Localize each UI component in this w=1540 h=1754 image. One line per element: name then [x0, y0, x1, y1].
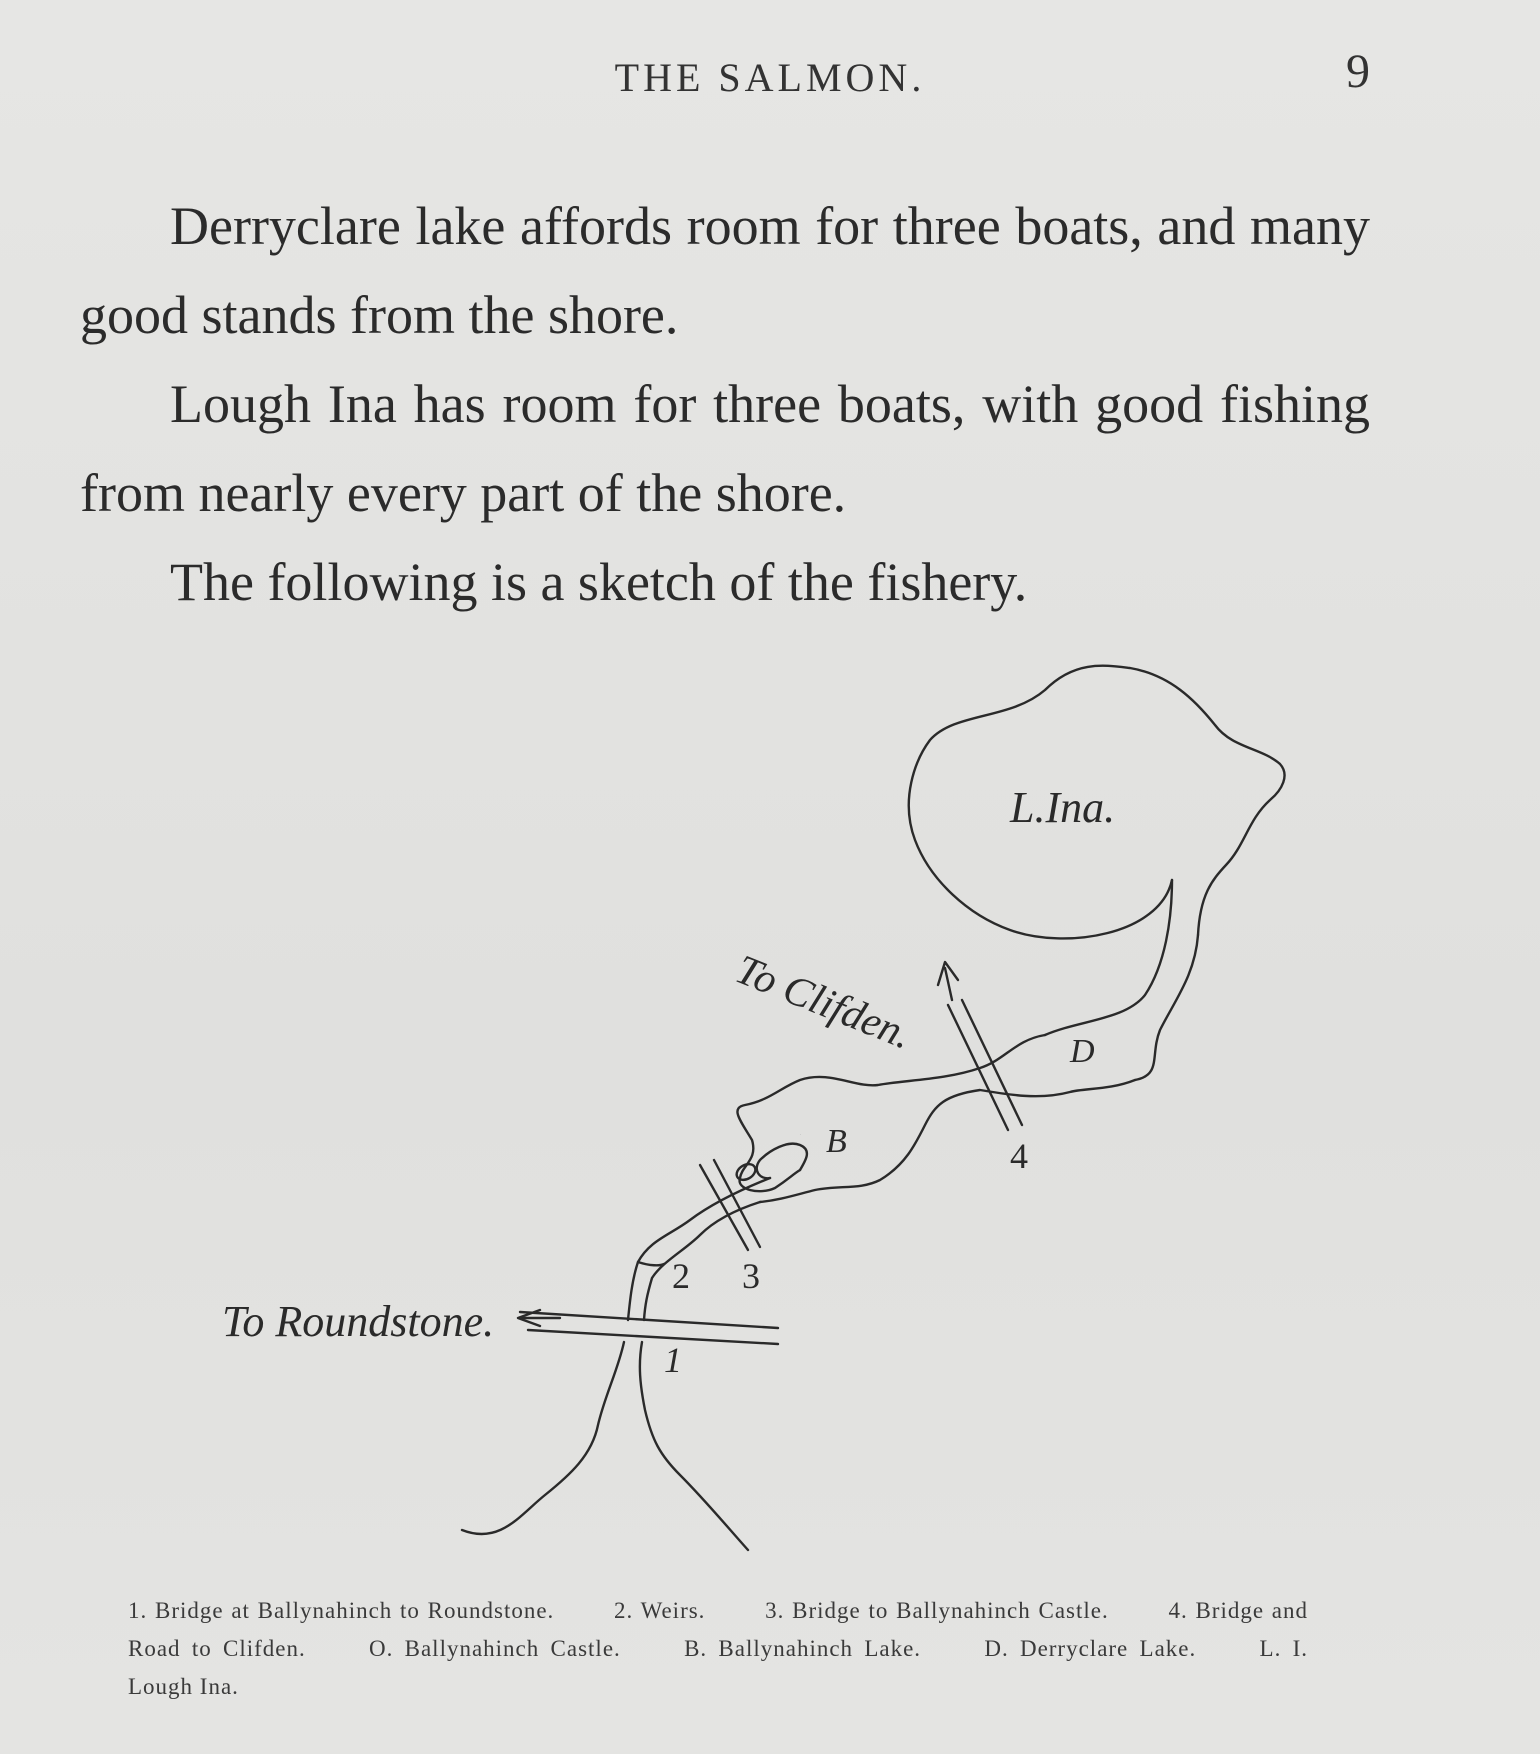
label-number-3: 3	[742, 1256, 760, 1296]
label-to-roundstone: To Roundstone.	[222, 1297, 495, 1346]
label-number-2: 2	[672, 1256, 690, 1296]
map-legend-caption	[128, 1592, 1308, 1706]
river-lower-right	[640, 1342, 748, 1550]
legend-item-1: 1. Bridge at Ballynahinch to Roundstone.	[128, 1598, 555, 1623]
label-number-4: 4	[1010, 1136, 1028, 1176]
paragraph-derryclare: Derryclare lake affords room for three boats, and many good stands from the shore.	[80, 196, 1370, 345]
paragraph-lough-ina: Lough Ina has room for three boats, with good fishing from nearly every part of the shore.	[80, 374, 1370, 523]
bridge-1-road-bottom	[528, 1330, 778, 1344]
river-lower-left	[462, 1342, 624, 1534]
channel-ina-right	[1135, 935, 1198, 1080]
label-ballynahinch-b: B	[826, 1123, 847, 1160]
legend-item-3: 3. Bridge to Ballynahinch Castle.	[765, 1598, 1109, 1623]
paragraph-sketch-intro: The following is a sketch of the fishery.	[170, 552, 1028, 612]
running-head	[0, 44, 1540, 104]
legend-item-d: D. Derryclare Lake.	[984, 1636, 1197, 1661]
castle-inlet	[757, 1144, 807, 1179]
legend-item-b: B. Ballynahinch Lake.	[684, 1636, 922, 1661]
clifden-arrow-shaft	[945, 968, 952, 1000]
page-number: 9	[1346, 45, 1370, 98]
label-to-clifden: To Clifden.	[729, 946, 919, 1059]
bridge-4-line-a	[948, 1005, 1008, 1130]
label-derryclare-d: D	[1070, 1033, 1095, 1070]
legend-item-o: O. Ballynahinch Castle.	[369, 1636, 621, 1661]
castle-mark	[734, 1161, 758, 1183]
lakes-lower-shore	[760, 1080, 1135, 1202]
fishery-sketch-map	[0, 640, 1540, 1570]
weir-line	[638, 1262, 664, 1265]
label-lough-ina: L.Ina.	[1010, 783, 1116, 832]
legend-item-2: 2. Weirs.	[614, 1598, 706, 1623]
legend-item-4: 4. Bridge and Road to Clifden.	[128, 1598, 1308, 1661]
bridge-1-road-top	[520, 1312, 778, 1328]
bridge-4-line-b	[962, 1000, 1022, 1125]
legend-item-li: L. I. Lough Ina.	[128, 1636, 1309, 1699]
channel-ina-left	[1045, 880, 1172, 1035]
body-text	[80, 182, 1370, 627]
running-title: THE SALMON.	[614, 55, 926, 100]
label-number-1: 1	[664, 1340, 682, 1380]
label-castle-o: O	[800, 1135, 801, 1136]
